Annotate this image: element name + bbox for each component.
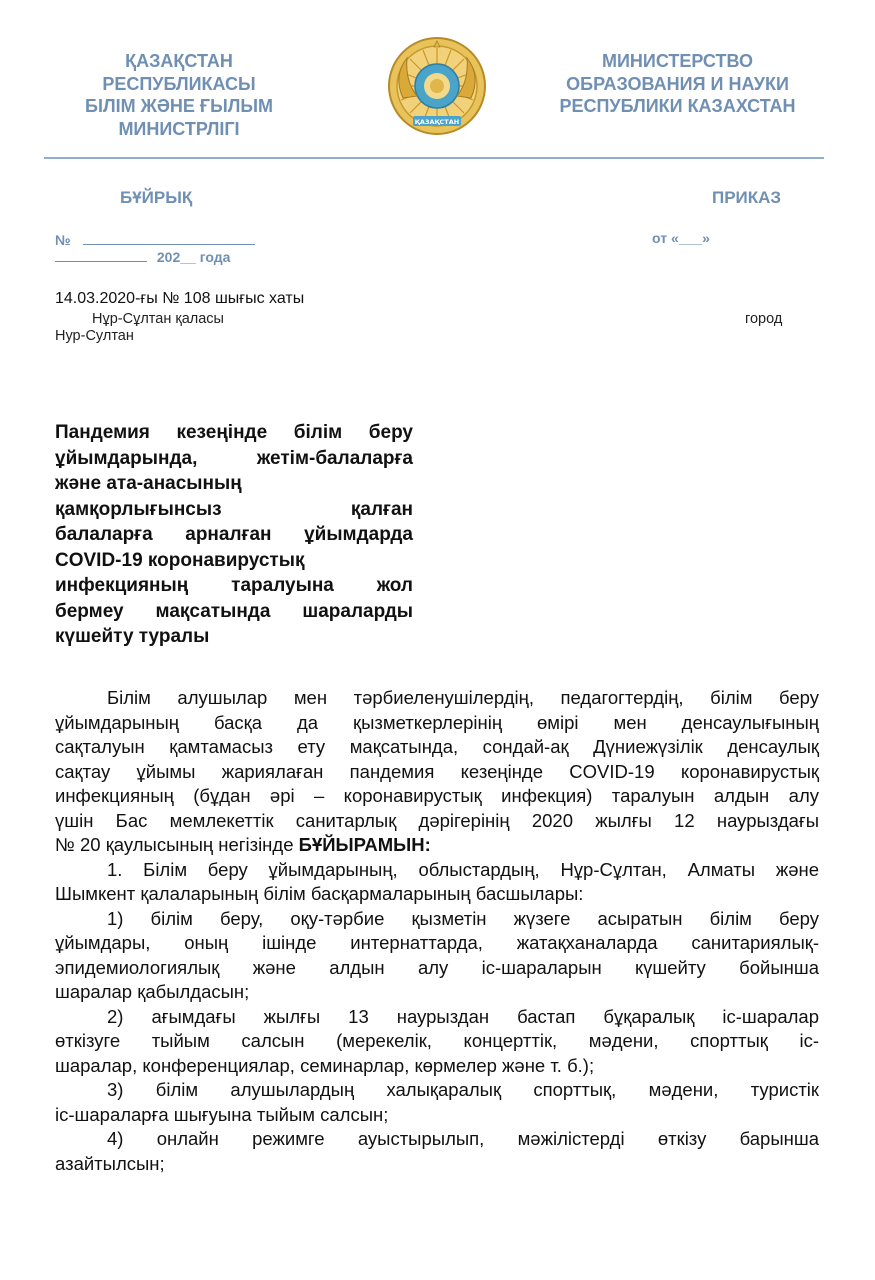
ministry-kz-line: БІЛІМ ЖӘНЕ ҒЫЛЫМ <box>85 96 273 116</box>
ministry-name-ru <box>545 50 810 118</box>
ministry-name-kz <box>64 50 294 140</box>
title-line: күшейту туралы <box>55 626 210 647</box>
ministry-ru-line: ОБРАЗОВАНИЯ И НАУКИ <box>566 73 789 94</box>
body-line: Білім алушылар мен тәрбиеленушілердің, педагогтердің, білім беру <box>107 687 819 708</box>
title-line: COVID-19 коронавирустық <box>55 549 305 571</box>
body-line: эпидемиологиялық және алдын алу іс-шараларын күшейту бойынша <box>55 956 819 978</box>
document-title <box>55 420 413 650</box>
body-line <box>55 833 819 858</box>
city-kz: Нұр-Сұлтан қаласы <box>92 311 224 327</box>
state-emblem-icon <box>383 36 491 138</box>
city-ru-word: город <box>745 311 783 327</box>
body-line: 1) білім беру, оқу-тәрбие қызметін жүзеге асыратын білім беру <box>107 907 819 929</box>
body-line: азайтылсын; <box>55 1152 165 1174</box>
body-line: ұйымдарының басқа да қызметкерлерінің өмірі мен денсаулығының <box>55 711 819 733</box>
ministry-kz-line: ҚАЗАҚСТАН <box>125 51 233 71</box>
body-line: 3) білім алушылардың халықаралық спорттық, мәдени, туристік <box>107 1079 819 1100</box>
year-text: 202__ года <box>156 249 231 265</box>
body-line: 2) ағымдағы жылғы 13 наурыздан бастап бұқаралық іс-шаралар <box>107 1005 819 1027</box>
city-ru-name: Нур-Султан <box>55 328 134 344</box>
body-line: ұйымдары, оның ішінде интернаттарда, жатақханаларда санитариялық- <box>55 932 819 953</box>
order-label-ru: ПРИКАЗ <box>712 188 782 207</box>
body-line: шаралар қабылдасын; <box>55 981 250 1002</box>
document-body <box>55 686 819 1176</box>
body-line: сақталуын қамтамасыз ету мақсатында, сондай-ақ Дүниежүзілік денсаулық <box>55 736 819 757</box>
body-line: сақтау ұйымы жариялаған пандемия кезеңінде COVID-19 коронавирустық <box>55 760 819 782</box>
title-line: бермеу мақсатында шараларды <box>55 600 413 622</box>
number-blank <box>83 230 255 245</box>
title-line: және ата-анасының <box>55 473 242 494</box>
body-line: өткізуге тыйым салсын (мерекелік, концерттік, мәдени, спорттық іс- <box>55 1030 819 1051</box>
header-divider <box>44 157 824 159</box>
order-keyword: БҰЙЫРАМЫН: <box>298 834 431 855</box>
ministry-kz-line: МИНИСТРЛІГІ <box>118 118 240 139</box>
order-label-kz: БҰЙРЫҚ <box>120 188 193 207</box>
ministry-ru-line: РЕСПУБЛИКИ КАЗАХСТАН <box>559 96 796 116</box>
title-line: инфекцияның таралуына жол <box>55 575 413 596</box>
number-sign: № <box>55 232 71 248</box>
order-year-field <box>55 247 230 265</box>
body-line-text: № 20 қаулысының негізінде <box>55 834 299 855</box>
ministry-kz-line: РЕСПУБЛИКАСЫ <box>102 73 256 94</box>
body-line: инфекцияның (бұдан әрі – коронавирустық инфекция) таралуын алдын алу <box>55 785 819 806</box>
body-line: іс-шараларға шығуына тыйым салсын; <box>55 1103 389 1125</box>
title-line: Пандемия кезеңінде білім беру <box>55 422 413 443</box>
title-line: қамқорлығынсыз қалған <box>55 498 413 520</box>
ministry-ru-line: МИНИСТЕРСТВО <box>601 51 754 71</box>
body-line: Шымкент қалаларының білім басқармаларының басшылары: <box>55 883 584 904</box>
date-blank <box>55 247 147 262</box>
body-line: шаралар, конференциялар, семинарлар, көрмелер және т. б.); <box>55 1054 595 1076</box>
outgoing-letter-ref: 14.03.2020-ғы № 108 шығыс хаты <box>55 290 305 307</box>
order-number-field <box>55 230 255 248</box>
body-line: үшін Бас мемлекеттік санитарлық дәрігерінің 2020 жылғы 12 наурыздағы <box>55 809 819 831</box>
title-line: балаларға арналған ұйымдарда <box>55 524 413 545</box>
title-line: ұйымдарында, жетім-балаларға <box>55 447 413 469</box>
svg-text:ҚАЗАҚСТАН: ҚАЗАҚСТАН <box>414 118 460 126</box>
body-line: 4) онлайн режимге ауыстырылып, мәжілістерді өткізу барынша <box>107 1128 819 1149</box>
order-date-ru: от «___» <box>652 230 710 246</box>
body-line: 1. Білім беру ұйымдарының, облыстардың, Нұр-Сұлтан, Алматы және <box>107 858 819 880</box>
